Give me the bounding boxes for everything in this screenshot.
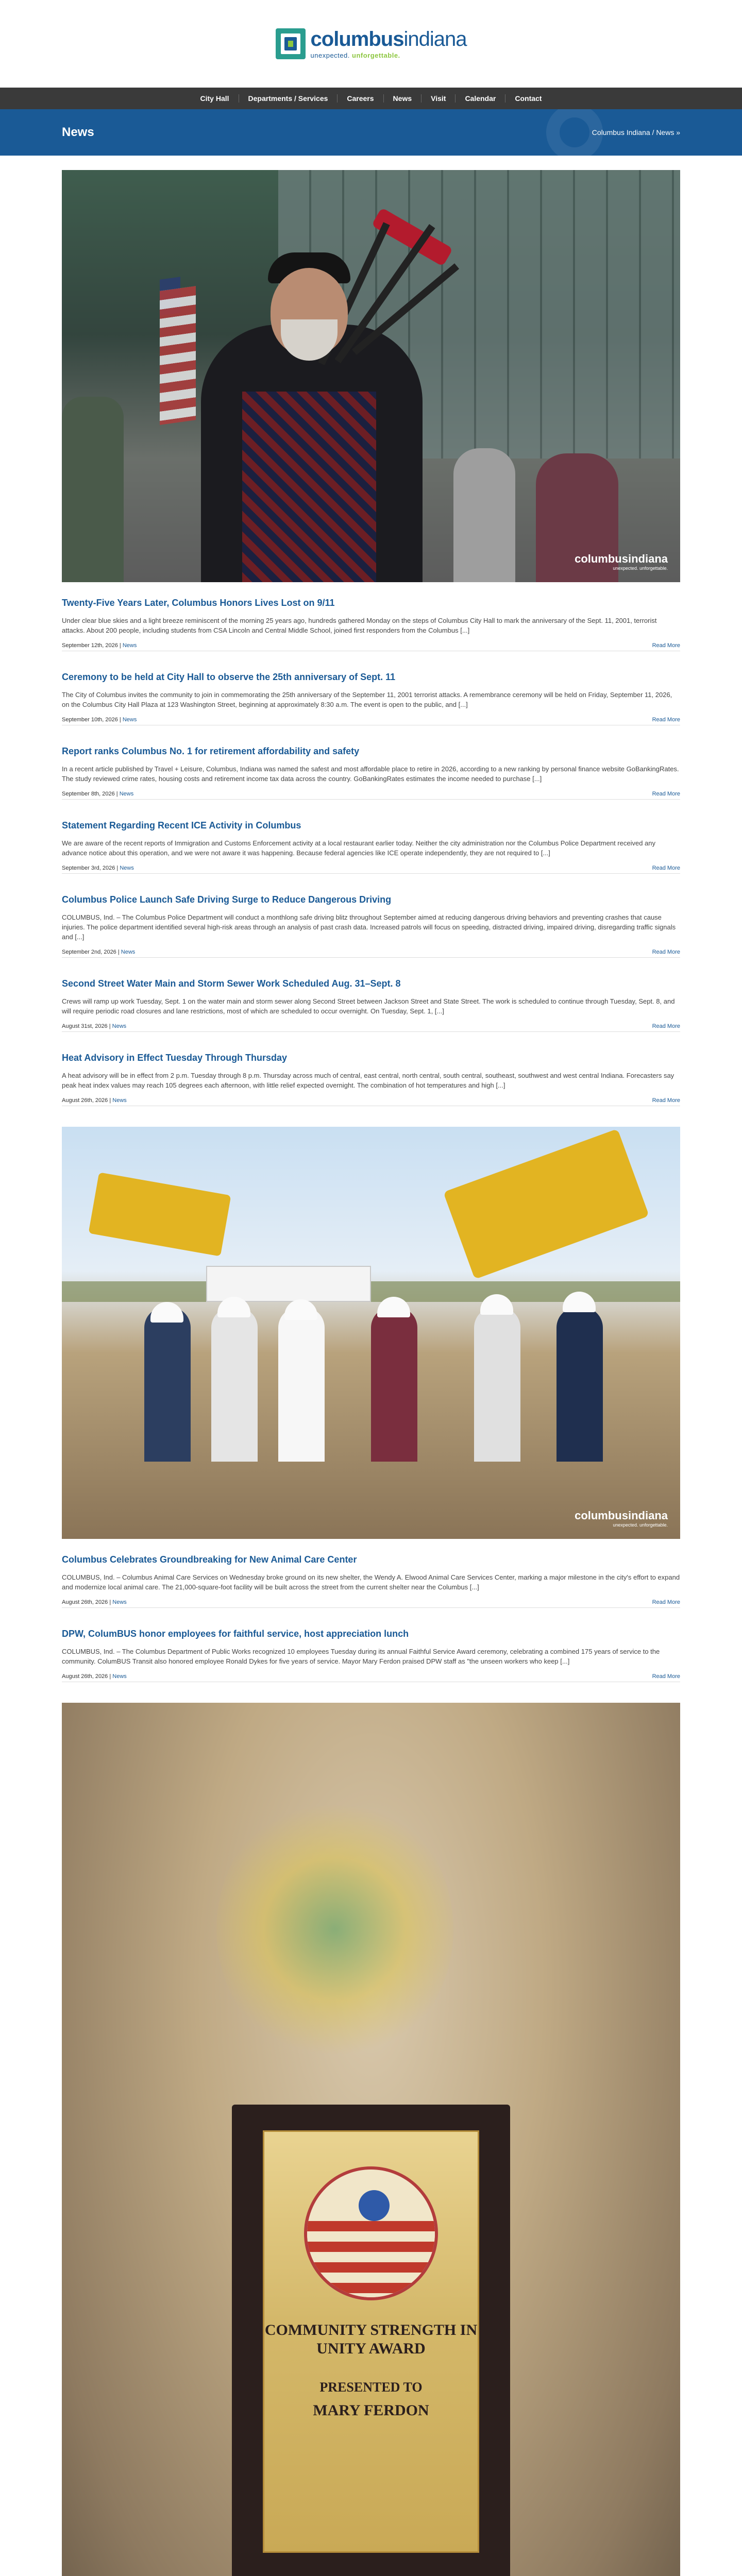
article-meta: September 2nd, 2026 | News Read More	[62, 949, 680, 958]
award-plaque-photo[interactable]	[62, 1703, 680, 2576]
article	[62, 820, 680, 874]
article-date: August 26th, 2026	[62, 1097, 108, 1104]
article-title[interactable]: Ceremony to be held at City Hall to observe the 25th anniversary of Sept. 11	[62, 672, 396, 682]
main-nav	[0, 88, 742, 109]
banner-decoration	[546, 109, 603, 156]
article-excerpt: COLUMBUS, Ind. – The Columbus Police Department will conduct a monthlong safe driving blitz throughout September aimed at reducing dangerous driving behaviors and preventing crashes that cause injuries. The police department identified several high-risk areas through an analysis of past crash data. Increased patrols will focus on speeding, distracted driving, impaired driving, disregarding traffic signals and [...]	[62, 913, 676, 941]
article-meta: September 8th, 2026 | News Read More	[62, 791, 680, 800]
article-excerpt: We are aware of the recent reports of Immigration and Customs Enforcement activity at a local restaurant earlier today. Neither the city administration nor the Columbus Police Department received any advance notice about this operation, and we were not aware it was happening. Because federal agencies like ICE operate independently, they are not required to [...]	[62, 839, 655, 857]
article-title[interactable]: Twenty-Five Years Later, Columbus Honors Lives Lost on 9/11	[62, 598, 335, 608]
breadcrumb[interactable]: Columbus Indiana / News »	[592, 128, 680, 137]
article-date: September 10th, 2026	[62, 717, 118, 723]
article-title[interactable]: Report ranks Columbus No. 1 for retirement affordability and safety	[62, 746, 360, 756]
article-meta: September 3rd, 2026 | News Read More	[62, 865, 680, 874]
article-date: August 26th, 2026	[62, 1673, 108, 1680]
nav-city-hall[interactable]: City Hall	[191, 94, 239, 103]
article	[62, 1554, 680, 1608]
groundbreaking-photo[interactable]	[62, 1127, 680, 1539]
article	[62, 672, 680, 725]
article-date: August 26th, 2026	[62, 1599, 108, 1605]
read-more-link[interactable]: Read More	[652, 865, 680, 871]
article-excerpt: The City of Columbus invites the community to join in commemorating the 25th anniversary of the September 11, 2001 terrorist attacks. A remembrance ceremony will be held on Friday, September 11, 2026, on the Columbus City Hall Plaza at 123 Washington Street, beginning at approximately 8:30 a.m. The event is open to the public, and [...]	[62, 691, 672, 708]
article-date: September 12th, 2026	[62, 642, 118, 649]
article	[62, 894, 680, 958]
article-meta: August 26th, 2026 | News Read More	[62, 1097, 680, 1106]
logo-tagline: unexpected. unforgettable.	[310, 51, 400, 59]
read-more-link[interactable]: Read More	[652, 1023, 680, 1029]
article	[62, 746, 680, 800]
nav-careers[interactable]: Careers	[338, 94, 383, 103]
nav-calendar[interactable]: Calendar	[456, 94, 505, 103]
article-title[interactable]: Second Street Water Main and Storm Sewer Work Scheduled Aug. 31–Sept. 8	[62, 978, 401, 989]
article-category[interactable]: News	[112, 1023, 127, 1029]
article-category[interactable]: News	[122, 642, 137, 649]
read-more-link[interactable]: Read More	[652, 949, 680, 955]
read-more-link[interactable]: Read More	[652, 1097, 680, 1104]
read-more-link[interactable]: Read More	[652, 1673, 680, 1680]
article-category[interactable]: News	[121, 949, 136, 955]
article-meta: September 12th, 2026 | News Read More	[62, 642, 680, 651]
bagpiper-photo[interactable]	[62, 170, 680, 582]
article-date: September 8th, 2026	[62, 791, 115, 797]
photo-watermark: columbusindiana unexpected. unforgettable.	[575, 1509, 668, 1528]
article-date: August 31st, 2026	[62, 1023, 108, 1029]
article	[62, 1053, 680, 1106]
article-meta: August 26th, 2026 | News Read More	[62, 1599, 680, 1608]
nav-visit[interactable]: Visit	[421, 94, 456, 103]
photo-watermark: columbusindiana unexpected. unforgettable.	[575, 552, 668, 571]
article-meta: September 10th, 2026 | News Read More	[62, 717, 680, 725]
article-title[interactable]: Statement Regarding Recent ICE Activity in Columbus	[62, 820, 301, 831]
article-category[interactable]: News	[119, 791, 134, 797]
read-more-link[interactable]: Read More	[652, 717, 680, 723]
article-excerpt: COLUMBUS, Ind. – The Columbus Department of Public Works recognized 10 employees Tuesday during its annual Faithful Service Award ceremony, celebrating a combined 175 years of service to the community. ColumBUS Transit also honored employee Ronald Dykes for five years of service. Mayor Mary Ferdon praised DPW staff as "the unseen workers who keep [...]	[62, 1648, 660, 1665]
read-more-link[interactable]: Read More	[652, 791, 680, 797]
article-title[interactable]: Columbus Celebrates Groundbreaking for New Animal Care Center	[62, 1554, 357, 1565]
article-date: September 3rd, 2026	[62, 865, 115, 871]
article-date: September 2nd, 2026	[62, 949, 116, 955]
site-logo[interactable]	[276, 28, 467, 59]
logo-name: columbusindiana	[310, 27, 467, 50]
article-excerpt: COLUMBUS, Ind. – Columbus Animal Care Services on Wednesday broke ground on its new shelter, the Wendy A. Elwood Animal Care Services Center, marking a major milestone in the city's effort to expand and modernize local animal care. The 21,000-square-foot facility will be built across the street from the current shelter near the Columbus [...]	[62, 1573, 680, 1591]
apapa-seal-icon	[304, 2166, 438, 2300]
article-title[interactable]: Heat Advisory in Effect Tuesday Through Thursday	[62, 1053, 288, 1063]
read-more-link[interactable]: Read More	[652, 1599, 680, 1605]
article-category[interactable]: News	[120, 865, 134, 871]
article-category[interactable]: News	[112, 1599, 127, 1605]
article	[62, 1629, 680, 1682]
article-title[interactable]: DPW, ColumBUS honor employees for faithful service, host appreciation lunch	[62, 1629, 409, 1639]
page-title: News	[62, 125, 94, 139]
article-excerpt: In a recent article published by Travel + Leisure, Columbus, Indiana was named the safest and most affordable place to retire in 2026, according to a new ranking by personal finance website GoBankingRates. The study reviewed crime rates, housing costs and retirement income tax data across the country. GoBankingRates estimates the income needed to purchase [...]	[62, 765, 679, 783]
read-more-link[interactable]: Read More	[652, 642, 680, 649]
nav-contact[interactable]: Contact	[515, 94, 542, 103]
article	[62, 598, 680, 651]
article-title[interactable]: Columbus Police Launch Safe Driving Surge to Reduce Dangerous Driving	[62, 894, 392, 905]
article-category[interactable]: News	[122, 717, 137, 723]
plaque-inscription: COMMUNITY STRENGTH IN UNITY AWARD PRESENTED TO MARY FERDON	[264, 2321, 478, 2419]
article-excerpt: A heat advisory will be in effect from 2 p.m. Tuesday through 8 p.m. Thursday across much of central, east central, north central, south central, southeast, southwest and west central Indiana. Forecasters say peak heat index values may reach 105 degrees each afternoon, with little relief expected overnight. The combination of hot temperatures and high [...]	[62, 1072, 674, 1089]
article-meta: August 26th, 2026 | News Read More	[62, 1673, 680, 1682]
article	[62, 978, 680, 1032]
article-category[interactable]: News	[112, 1673, 127, 1680]
article-category[interactable]: News	[112, 1097, 127, 1104]
nav-departments-services[interactable]: Departments / Services	[239, 94, 338, 103]
site-header	[0, 0, 742, 88]
article-excerpt: Under clear blue skies and a light breeze reminiscent of the morning 25 years ago, hundreds gathered Monday on the steps of Columbus City Hall to mark the anniversary of the Sept. 11, 2001, terrorist attacks. About 200 people, including students from CSA Lincoln and Central Middle School, joined first responders from the Columbus [...]	[62, 617, 657, 634]
page-banner	[0, 109, 742, 156]
article-meta: August 31st, 2026 | News Read More	[62, 1023, 680, 1032]
article-excerpt: Crews will ramp up work Tuesday, Sept. 1 on the water main and storm sewer along Second Street between Jackson Street and State Street. The work is scheduled to continue through Tuesday, Sept. 8, and will require periodic road closures and lane restrictions, most of which are scheduled to occur overnight. On Tuesday, Sept. 1, [...]	[62, 997, 675, 1015]
news-list	[62, 156, 680, 2576]
nav-news[interactable]: News	[384, 94, 422, 103]
logo-icon	[276, 28, 306, 59]
